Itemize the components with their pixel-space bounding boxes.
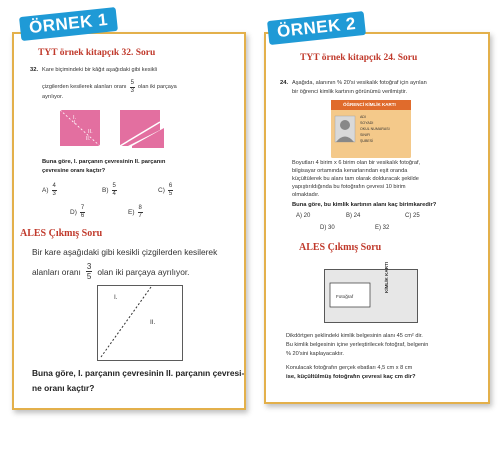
r-ales-line-3: % 20'sini kaplayacaktır. (286, 351, 344, 357)
ales-line-2-pre: alanları oranı (32, 266, 81, 277)
area-ratio-fraction (130, 80, 135, 95)
r-ales-line-1: Dikdörtgen şeklindeki kimlik belgesinin alanı 45 cm² dir. (286, 333, 423, 339)
r-question-line-1: Aşağıda, alanının % 20'si vesikalık fotoğraf için ayrılan (292, 80, 427, 86)
question-line-2-pre: çizgilerden kesilerek alanları oranı (42, 84, 127, 90)
ales-question-line-2: ne oranı kaçtır? (32, 383, 95, 393)
id-field-number: OKUL NUMARASI (360, 127, 390, 131)
ales-line-2 (32, 262, 190, 281)
id-field-surname: SOYADI (360, 121, 374, 125)
ales-line-1: Bir kare aşağıdaki gibi kesikli çizgilerden kesilerek (32, 247, 218, 257)
option-e (128, 205, 143, 220)
example-2-badge: ÖRNEK 2 (267, 11, 366, 45)
id-field-name: ADI (360, 115, 366, 119)
r-option-d: D) 30 (320, 225, 335, 231)
option-d (70, 205, 85, 220)
fraction-denominator: 3 (130, 88, 134, 94)
question-prompt-line-2: çevresine oranı kaçtır? (42, 168, 106, 174)
pink-square-figures (60, 110, 170, 150)
option-e-num: 8 (138, 205, 142, 211)
question-number-2: 24. (280, 80, 289, 86)
r-body-line-5: olmaktadır. (292, 192, 320, 198)
r-body-line-1: Boyutları 4 birim x 6 birim olan bir vesikalık fotoğraf, (292, 160, 421, 166)
ales-question-line-1: Buna göre, I. parçanın çevresinin II. parçanın çevresi- (32, 368, 245, 378)
ales-square (98, 286, 183, 361)
r-body-line-2: bilgisayar ortamında kenarlarından eşit oranda (292, 168, 408, 174)
r-option-c: C) 25 (405, 213, 420, 219)
question-line-2-post: olan iki parçaya (137, 84, 177, 90)
option-c-num: 6 (168, 183, 173, 189)
ales-fig-label-1: I. (114, 294, 118, 301)
example-1-badge: ÖRNEK 1 (19, 7, 118, 41)
r-body-line-4: yapıştırıldığında bu fotoğrafın çevresi 10 birim (292, 184, 406, 190)
r-ales-line-4: Konulacak fotoğrafın gerçek ebatları 4,5 cm x 8 cm (286, 365, 413, 371)
question-line-3: ayrılıyor. (42, 94, 64, 100)
r-body-line-3: küçültülerek bu alanı tam olarak dolduracak şekilde (292, 176, 419, 182)
ales-header-1: ALES Çıkmış Soru (20, 228, 103, 239)
option-b-num: 5 (112, 183, 116, 189)
id-field-class: SINIFI (360, 133, 371, 137)
option-a (42, 183, 57, 198)
ales-line-2-post: olan iki parçaya ayrılıyor. (97, 266, 190, 277)
option-b-fraction (112, 183, 117, 198)
id-card-title: ÖĞRENCİ KİMLİK KARTI (343, 102, 396, 107)
ales-card-vertical-label: KİMLİK KARTI (384, 261, 389, 293)
option-c-fraction (168, 183, 173, 198)
option-a-letter: A) (42, 187, 49, 194)
option-d-num: 7 (80, 205, 85, 211)
option-a-num: 4 (52, 183, 56, 189)
ales-fig-label-2: II. (150, 319, 156, 326)
option-e-letter: E) (128, 209, 135, 216)
ales-header-2: ALES Çıkmış Soru (299, 242, 382, 253)
option-c-letter: C) (158, 187, 165, 194)
ales-square-figure (97, 285, 183, 361)
r-ales-line-5: ise, küçültülmüş fotoğrafın çevresi kaç cm dir? (286, 374, 416, 380)
photo-head-icon (340, 120, 350, 130)
option-a-den: 3 (52, 191, 56, 197)
option-a-fraction (52, 183, 57, 198)
option-e-fraction (138, 205, 143, 220)
r-question-prompt: Buna göre, bu kimlik kartının alanı kaç birimkaredir? (292, 202, 437, 208)
fig-label-2: II. (88, 129, 93, 135)
square-1-label-1: I. (74, 120, 77, 126)
option-c (158, 183, 173, 198)
ales-fraction-denominator: 5 (86, 272, 92, 281)
r-question-line-2: bir öğrenci kimlik kartının görünümü verilmiştir. (292, 89, 408, 95)
option-e-den: 7 (138, 213, 142, 219)
question-line-1: Kare biçimindeki bir kâğıt aşağıdaki gibi kesikli (42, 67, 158, 73)
option-b-letter: B) (102, 187, 109, 194)
ales-fraction-numerator: 3 (86, 262, 92, 271)
r-option-a: A) 20 (296, 213, 311, 219)
square-1-label-2: II. (86, 136, 91, 142)
option-d-den: 6 (80, 213, 85, 219)
fig-label-1: I. (73, 115, 77, 121)
tyt-header-1: TYT örnek kitapçık 32. Soru (38, 48, 156, 58)
r-option-b: B) 24 (346, 213, 361, 219)
option-b-den: 4 (112, 191, 116, 197)
question-prompt-line-1: Buna göre, I. parçanın çevresinin II. parçanın (42, 159, 166, 165)
fraction-numerator: 5 (130, 80, 134, 86)
option-d-letter: D) (70, 209, 77, 216)
r-option-e: E) 32 (375, 225, 390, 231)
r-ales-line-2: Bu kimlik belgesinin içine yerleştirilecek fotoğraf, belgenin (286, 342, 429, 348)
id-field-branch: ŞUBESİ (360, 139, 374, 143)
option-b (102, 183, 117, 198)
option-d-fraction (80, 205, 85, 220)
ales-ratio-fraction (86, 262, 92, 281)
option-c-den: 5 (168, 191, 173, 197)
question-number-1: 32. (30, 67, 39, 73)
tyt-header-2: TYT örnek kitapçık 24. Soru (300, 53, 418, 63)
ales-photo-label: Fotoğraf (336, 294, 354, 299)
